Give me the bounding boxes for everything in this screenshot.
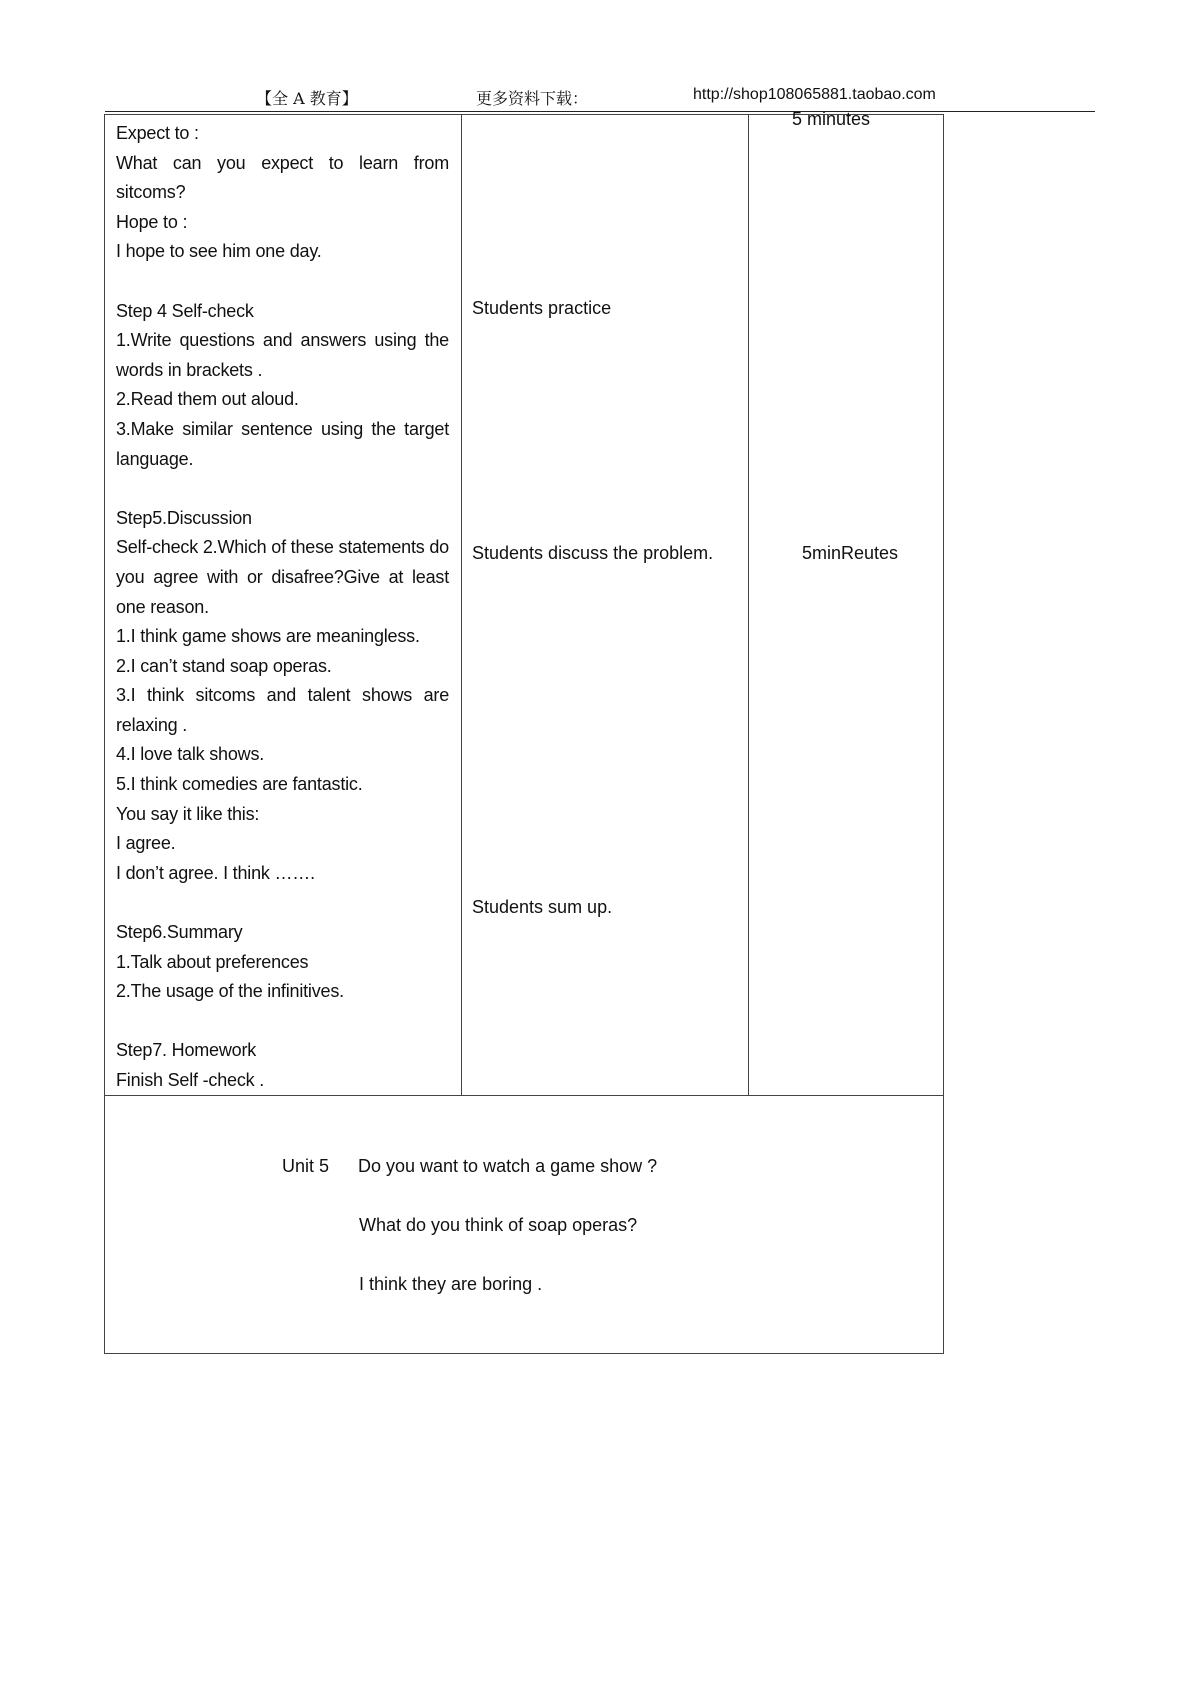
step-line: I hope to see him one day. <box>116 241 322 262</box>
column-divider-2 <box>748 115 749 1095</box>
header-brand: 【全 A 教育】 <box>256 89 358 108</box>
step-line: 3.Make similar sentence using the target <box>116 418 449 439</box>
step-line: You say it like this: <box>116 803 260 824</box>
step-line: I agree. <box>116 833 176 854</box>
header-rule <box>105 111 1095 112</box>
step-line: sitcoms? <box>116 182 186 203</box>
time-5-minutes-discussion: 5minReutes <box>802 543 899 563</box>
step-line: relaxing . <box>116 714 188 735</box>
page-header <box>0 86 1200 112</box>
header-url-link[interactable]: http://shop108065881.taobao.com <box>693 86 936 103</box>
board-unit-label: Unit 5 <box>282 1156 330 1176</box>
column-divider-1 <box>461 115 462 1095</box>
lesson-table <box>104 109 944 1354</box>
step-line: Step5.Discussion <box>116 507 252 528</box>
step-line <box>116 267 449 297</box>
step-line: What can you expect to learn from <box>116 152 449 173</box>
step-line: 2.The usage of the infinitives. <box>116 981 344 1002</box>
board-line-3: I think they are boring . <box>359 1274 543 1294</box>
step-line: Step6.Summary <box>116 922 243 943</box>
step-line: 5.I think comedies are fantastic. <box>116 774 363 795</box>
step-line: Expect to : <box>116 123 199 143</box>
step-line: words in brackets . <box>116 359 263 380</box>
board-line-1: Do you want to watch a game show ? <box>358 1156 658 1176</box>
step-line: 1.Talk about preferences <box>116 951 309 972</box>
step-line: 4.I love talk shows. <box>116 744 265 765</box>
step-line: language. <box>116 448 194 469</box>
header-download-label: 更多资料下载： <box>476 89 589 108</box>
step-line: 1.Write questions and answers using the <box>116 330 449 351</box>
step-line: 2.Read them out aloud. <box>116 389 299 410</box>
activity-practice: Students practice <box>472 298 612 318</box>
step-line: Step 4 Self-check <box>116 300 254 321</box>
activity-discuss: Students discuss the problem. <box>472 543 714 563</box>
step-line: 3.I think sitcoms and talent shows are <box>116 685 449 706</box>
board-line-2: What do you think of soap operas? <box>359 1215 638 1235</box>
step-line <box>116 474 449 504</box>
step-line: 1.I think game shows are meaningless. <box>116 626 420 647</box>
time-5-minutes: 5 minutes <box>792 109 871 129</box>
step-line: Step7. Homework <box>116 1040 257 1061</box>
step-line: 2.I can’t stand soap operas. <box>116 655 332 676</box>
step-line <box>116 1007 449 1037</box>
step-line: Finish Self -check . <box>116 1070 265 1090</box>
teaching-steps-cell <box>116 119 449 1096</box>
step-line: I don’t agree. I think ……. <box>116 862 315 883</box>
step-line: you agree with or disafree?Give at least <box>116 566 449 587</box>
step-line: Self-check 2.Which of these statements do <box>116 537 449 558</box>
activity-sum-up: Students sum up. <box>472 897 613 917</box>
step-line: one reason. <box>116 596 209 617</box>
step-line: Hope to : <box>116 211 188 232</box>
step-line <box>116 888 449 918</box>
